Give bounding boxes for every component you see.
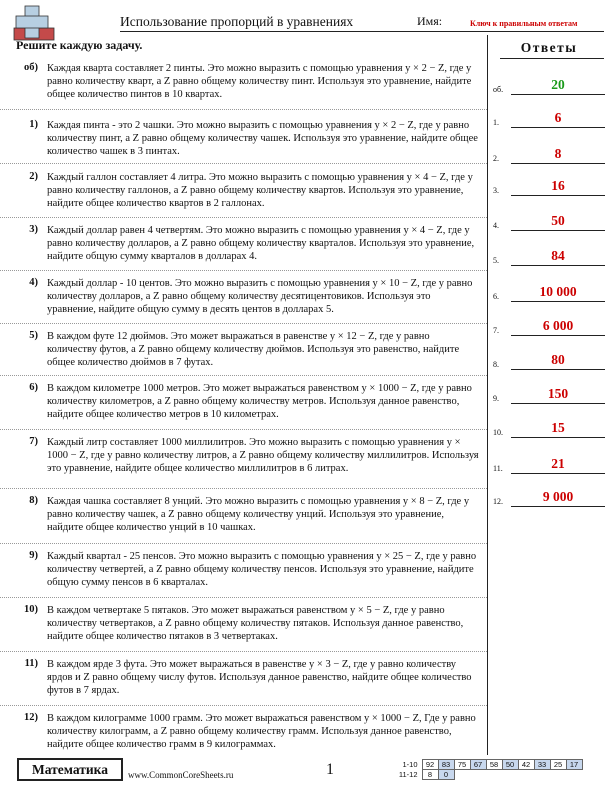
answer-value: 21 <box>551 456 565 471</box>
problem-number: 4) <box>29 277 38 288</box>
answer-slot <box>493 350 605 370</box>
problem-number: 9) <box>29 550 38 561</box>
problem-separator <box>0 597 487 598</box>
problem-number: 2) <box>29 171 38 182</box>
answers-title: Ответы <box>520 40 578 55</box>
score-cell: 92 <box>422 760 438 770</box>
answer-slot <box>493 75 605 95</box>
answers-title-underline <box>500 58 604 59</box>
score-cell: 50 <box>502 760 518 770</box>
problem-text: Каждый галлон составляет 4 литра. Это можно выразить с помощью уравнения y × 4 − Z, где y равно количеству галлонов, а Z равно общему количеству квартов. Используя это уравнение, найдите общее количество квартов в 2 галлонах. <box>47 172 473 209</box>
answer-label: 4. <box>493 221 499 230</box>
answer-line <box>511 163 605 164</box>
problem-separator <box>0 705 487 706</box>
problem-text: Каждая пинта - это 2 чашки. Это можно выразить с помощью уравнения y × 2 − Z, где y равно количеству пинт, а Z равно общему количеству чашек. Используя это уравнение, найдите общее количество чашек в 3 пинтах. <box>47 120 478 157</box>
answer-line <box>511 369 605 370</box>
answer-slot <box>493 246 605 266</box>
problem-separator <box>0 375 487 376</box>
subject-label: Математика <box>17 758 123 781</box>
answer-line <box>511 265 605 266</box>
problem-text: В каждом ярде 3 фута. Это может выражаться в равенстве y × 3 − Z, где y равно количеству ярдов и Z равно общему числу футов. Используя данное равенство, найдите общее количество футов в 7 ярдах. <box>47 659 472 696</box>
problem-number: 3) <box>29 224 38 235</box>
answer-slot <box>493 144 605 164</box>
score-cell: 8 <box>422 770 438 780</box>
answer-slot <box>493 384 605 404</box>
problem-text: Каждый доллар - 10 центов. Это можно выразить с помощью уравнения y × 10 − Z, где y равно количеству долларов, а Z равно общему количеству десятицентовиков. Используя это уравнение, найдите общую сумму в десять центов в долларах 5. <box>47 278 473 315</box>
problem-text: Каждый квартал - 25 пенсов. Это можно выразить с помощью уравнения y × 25 − Z, где y равно количеству четвертей, а Z равно общему количеству пенсов. Используя это уравнение, найдите общую сумму пенсов в 6 кварталах. <box>47 551 477 588</box>
score-cell: 0 <box>438 770 454 780</box>
answer-label: 3. <box>493 186 499 195</box>
answer-line <box>511 506 605 507</box>
problem-number: 11) <box>24 658 38 669</box>
problem-separator <box>0 651 487 652</box>
answer-slot <box>493 418 605 438</box>
answer-label: об. <box>493 85 504 94</box>
answer-label: 5. <box>493 256 499 265</box>
header-divider <box>120 31 604 32</box>
plus-sign-logo-icon <box>12 4 56 42</box>
score-table <box>388 759 583 780</box>
problem-number: 8) <box>29 495 38 506</box>
answer-line <box>511 301 605 302</box>
answer-line <box>511 230 605 231</box>
answer-slot <box>493 316 605 336</box>
site-url: www.CommonCoreSheets.ru <box>128 770 234 780</box>
answer-value: 6 000 <box>542 318 574 333</box>
answer-line <box>511 195 605 196</box>
problem-number: 7) <box>29 436 38 447</box>
answer-label: 9. <box>493 394 499 403</box>
score-cell: 33 <box>534 760 550 770</box>
problem-separator <box>0 217 487 218</box>
answer-value: 20 <box>551 77 565 92</box>
problem-text: Каждый доллар равен 4 четвертям. Это можно выразить с помощью уравнения y × 4 − Z, где y равно количеству долларов, а Z равно общему количеству кварталов. Используя это уравнение, найдите общую сумму кварталов в долларах 4. <box>47 225 475 262</box>
problem-number: об) <box>24 62 38 73</box>
score-cell: 42 <box>518 760 534 770</box>
answer-value: 9 000 <box>542 489 574 504</box>
answer-value: 8 <box>554 146 562 161</box>
problem-separator <box>0 543 487 544</box>
problem-text: В каждом четвертаке 5 пятаков. Это может выражаться равенством y × 5 − Z, где y равно количеству четвертаков, а Z равно общему количеству пятаков. Используя данное равенство, найдите общее количество пятаков в 3 четвертаках. <box>47 605 464 642</box>
problem-text: В каждом километре 1000 метров. Это может выражаться равенством y × 1000 − Z, где y равно количеству километров, а Z равно общему количеству метров. Используя данное равенство, найдите общее количество метров в 10 километрах. <box>47 383 472 420</box>
problem-number: 5) <box>29 330 38 341</box>
worksheet-title: Использование пропорций в уравнениях <box>120 14 354 29</box>
problem-separator <box>0 109 487 110</box>
answer-label: 1. <box>493 118 499 127</box>
score-cell: 58 <box>486 760 502 770</box>
answer-line <box>511 437 605 438</box>
answer-slot <box>493 282 605 302</box>
problem-number: 10) <box>24 604 38 615</box>
answer-label: 2. <box>493 154 499 163</box>
problem-number: 12) <box>24 712 38 723</box>
answer-label: 8. <box>493 360 499 369</box>
answer-value: 150 <box>547 386 569 401</box>
instructions: Решите каждую задачу. <box>16 38 143 52</box>
problem-separator <box>0 270 487 271</box>
answer-value: 80 <box>551 352 565 367</box>
answer-label: 6. <box>493 292 499 301</box>
problem-number: 6) <box>29 382 38 393</box>
score-cell: 83 <box>438 760 454 770</box>
answer-value: 15 <box>551 420 565 435</box>
answer-label: 12. <box>493 497 503 506</box>
answer-slot <box>493 454 605 474</box>
answer-value: 50 <box>551 213 565 228</box>
answer-value: 84 <box>551 248 565 263</box>
answers-column-divider <box>487 35 488 755</box>
answer-value: 10 000 <box>539 284 577 299</box>
answer-slot <box>493 211 605 231</box>
answer-slot <box>493 108 605 128</box>
score-cell: 17 <box>566 760 582 770</box>
problem-separator <box>0 429 487 430</box>
answer-value: 6 <box>554 110 562 125</box>
answer-label: 11. <box>493 464 503 473</box>
problem-text: В каждом футе 12 дюймов. Это может выражаться в равенстве y × 12 − Z, где y равно количеству футов, а Z равно общему количеству дюймов. Используя это равенство, найдите общее количество дюймов в 7 футах. <box>47 331 460 368</box>
answer-slot <box>493 487 605 507</box>
problem-separator <box>0 488 487 489</box>
answer-line <box>511 473 605 474</box>
name-label: Имя: <box>417 14 443 28</box>
problem-text: Каждый литр составляет 1000 миллилитров. Это можно выразить с помощью уравнения y × 1000 − Z, где y равно количеству литров, а Z равно общему количеству миллилитров. Используя это уравнение, найдите общее количество миллилитров в 6 литрах. <box>47 437 479 474</box>
answer-key-label: Ключ к правильным ответам <box>470 19 578 28</box>
answer-line <box>511 403 605 404</box>
problem-text: В каждом килограмме 1000 грамм. Это может выражаться равенством y × 1000 − Z, Где y равно количеству килограмм, а Z равно общему количеству грамм. Используя данное равенство, найдите общее количество грамм в 9 килограммах. <box>47 713 476 750</box>
score-row-label: 11-12 <box>398 770 418 779</box>
score-cell: 75 <box>454 760 470 770</box>
problem-separator <box>0 323 487 324</box>
answer-label: 7. <box>493 326 499 335</box>
answer-value: 16 <box>551 178 565 193</box>
page-number: 1 <box>326 761 334 778</box>
problem-text: Каждая кварта составляет 2 пинты. Это можно выразить с помощью уравнения y × 2 − Z, где y равно количеству кварт, а Z равно общему количеству пинт. Используя это уравнение, найдите общее количество пинтов в 10 квартах. <box>47 63 472 100</box>
score-row-label: 1-10 <box>402 760 418 769</box>
problem-separator <box>0 163 487 164</box>
problem-text: Каждая чашка составляет 8 унций. Это можно выразить с помощью уравнения y × 8 − Z, где y равно количеству чашек, а Z равно общему количеству унций. Используя это уравнение, найдите общее количество унций в 10 чашках. <box>47 496 470 533</box>
answer-line <box>511 94 605 95</box>
answer-line <box>511 127 605 128</box>
score-cell: 25 <box>550 760 566 770</box>
answer-label: 10. <box>493 428 503 437</box>
problem-number: 1) <box>29 119 38 130</box>
answer-slot <box>493 176 605 196</box>
answer-line <box>511 335 605 336</box>
score-cell: 67 <box>470 760 486 770</box>
